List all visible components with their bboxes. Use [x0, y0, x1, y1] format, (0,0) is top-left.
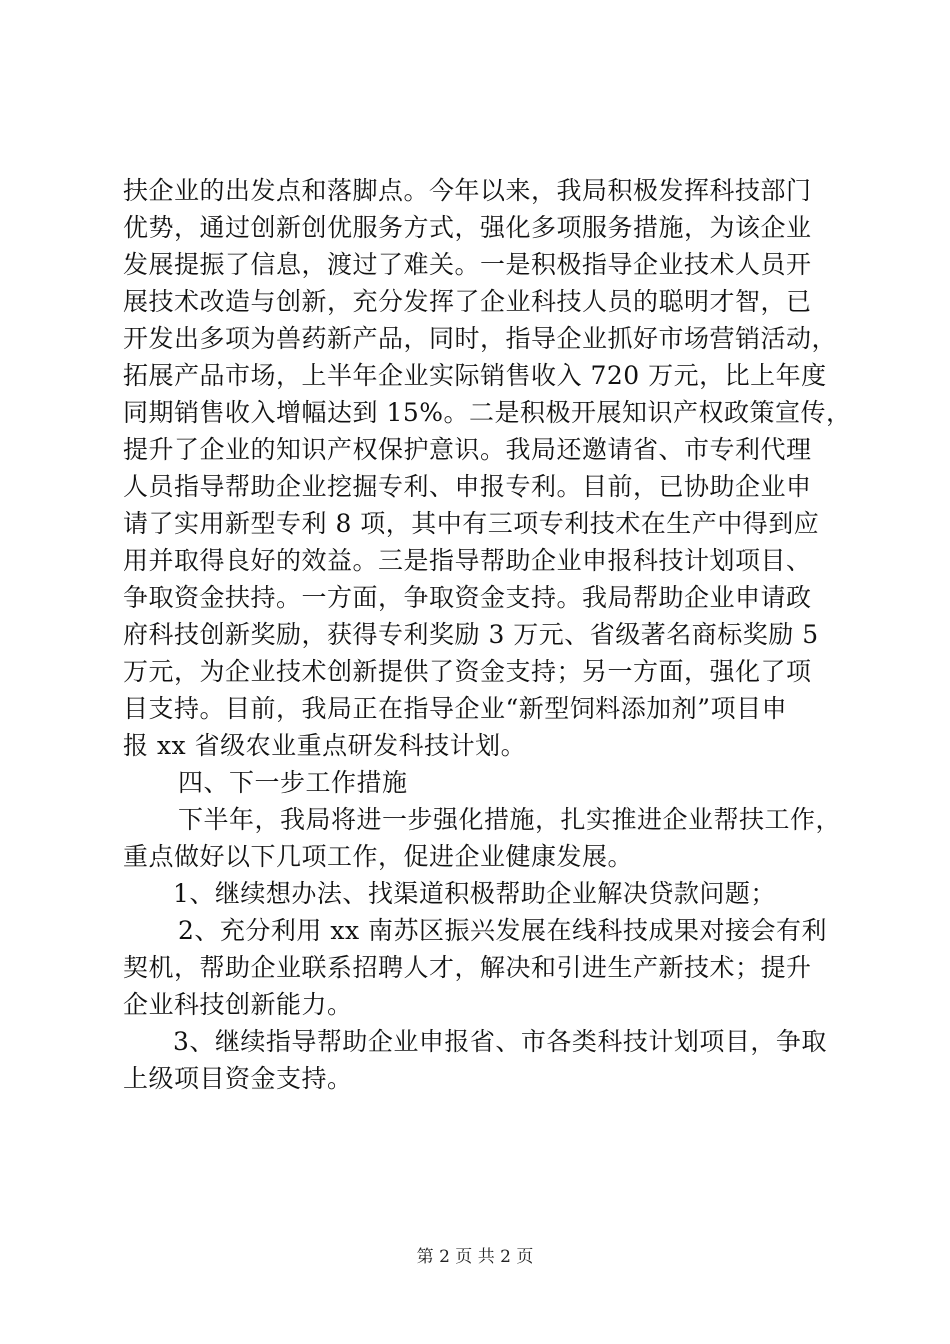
body-text-line: 发展提振了信息，渡过了难关。一是积极指导企业技术人员开: [123, 250, 812, 279]
list-item: 1、继续想办法、找渠道积极帮助企业解决贷款问题；: [173, 879, 776, 908]
body-text-line: 重点做好以下几项工作，促进企业健康发展。: [123, 842, 634, 871]
body-text-line: 拓展产品市场，上半年企业实际销售收入 720 万元，比上年度: [123, 361, 827, 390]
body-text-line: 提升了企业的知识产权保护意识。我局还邀请省、市专利代理: [123, 435, 812, 464]
list-item-continuation: 企业科技创新能力。: [123, 990, 353, 1019]
body-text-line: 报 xx 省级农业重点研发科技计划。: [123, 731, 527, 760]
body-text-line: 开发出多项为兽药新产品，同时，指导企业抓好市场营销活动，: [123, 324, 838, 353]
page-number-footer: 第 2 页 共 2 页: [416, 1247, 534, 1267]
body-text-line: 用并取得良好的效益。三是指导帮助企业申报科技计划项目、: [123, 546, 812, 575]
body-text-line: 展技术改造与创新，充分发挥了企业科技人员的聪明才智，已: [123, 287, 812, 316]
body-text-line: 目支持。目前，我局正在指导企业“新型饲料添加剂”项目申: [123, 694, 788, 723]
list-item-continuation: 契机，帮助企业联系招聘人才，解决和引进生产新技术；提升: [123, 953, 812, 982]
body-text-line: 府科技创新奖励，获得专利奖励 3 万元、省级著名商标奖励 5: [123, 620, 819, 649]
body-text-line: 万元，为企业技术创新提供了资金支持；另一方面，强化了项: [123, 657, 812, 686]
body-text-line: 优势，通过创新创优服务方式，强化多项服务措施，为该企业: [123, 213, 812, 242]
body-text-line: 下半年，我局将进一步强化措施，扎实推进企业帮扶工作，: [178, 805, 842, 834]
list-item: 2、充分利用 xx 南苏区振兴发展在线科技成果对接会有利: [178, 916, 827, 945]
section-heading: 四、下一步工作措施: [178, 768, 408, 797]
list-item: 3、继续指导帮助企业申报省、市各类科技计划项目，争取: [173, 1027, 827, 1056]
body-text-line: 同期销售收入增幅达到 15%。二是积极开展知识产权政策宣传，: [123, 398, 852, 427]
body-text-line: 争取资金扶持。一方面，争取资金支持。我局帮助企业申请政: [123, 583, 812, 612]
body-text-line: 请了实用新型专利 8 项，其中有三项专利技术在生产中得到应: [123, 509, 820, 538]
body-text-line: 扶企业的出发点和落脚点。今年以来，我局积极发挥科技部门: [123, 176, 812, 205]
body-text-line: 人员指导帮助企业挖掘专利、申报专利。目前，已协助企业申: [123, 472, 812, 501]
list-item-continuation: 上级项目资金支持。: [123, 1064, 353, 1093]
